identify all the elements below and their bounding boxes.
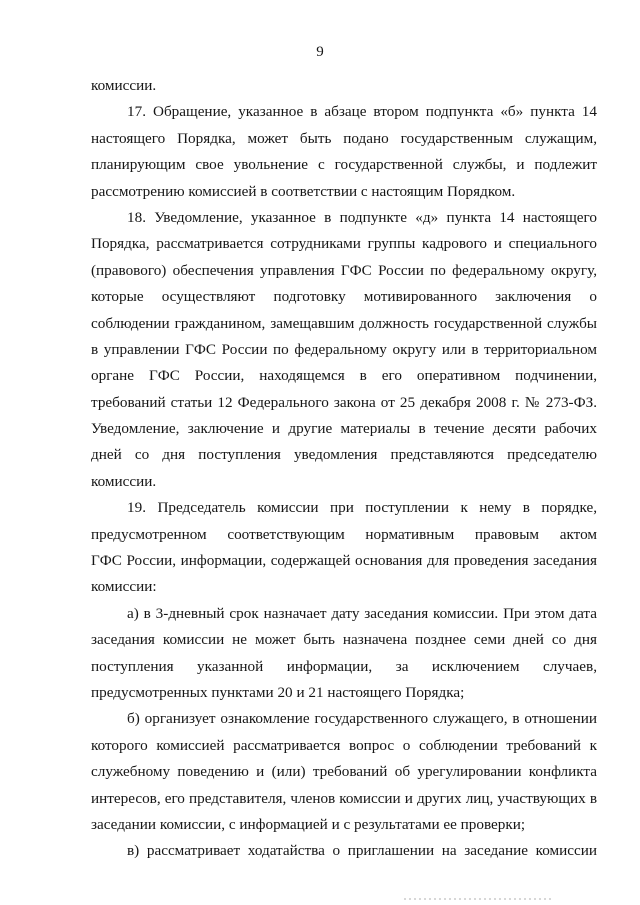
text-line: рассмотрению комиссией в соответствии с настоящим Порядком. (91, 182, 516, 200)
text-line: комиссии. (91, 77, 157, 94)
text-line: поступления указанной информации, за исключением случаев, (91, 657, 597, 675)
text-line: 17. Обращение, указанное в абзаце втором подпункта «б» пункта 14 (127, 103, 597, 121)
text-line: которые осуществляют подготовку мотивированного заключения о (91, 288, 597, 306)
text-line: соблюдении гражданином, замещавшим должность государственной службы (91, 314, 597, 332)
text-line: а) в 3-дневный срок назначает дату заседания комиссии. При этом дата (127, 604, 597, 622)
text-line: 18. Уведомление, указанное в подпункте «д» пункта 14 настоящего (127, 208, 597, 226)
text-line: заседания комиссии не может быть назначена позднее семи дней со дня (91, 631, 597, 649)
text-line: комиссии. (91, 472, 157, 490)
text-line: ГФС России, информации, содержащей основания для проведения заседания (91, 552, 597, 570)
text-line: которого комиссией рассматривается вопрос о соблюдении требований к (91, 736, 597, 754)
text-line: Уведомление, заключение и другие материалы в течение десяти рабочих (91, 420, 597, 438)
text-line: б) организует ознакомление государственного служащего, в отношении (127, 710, 597, 728)
text-line: требований статьи 12 Федерального закона от 25 декабря 2008 г. № 273-ФЗ. (91, 393, 597, 411)
text-line: в управлении ГФС России по федеральному округу или в территориальном (91, 340, 597, 358)
text-line: в) рассматривает ходатайства о приглашении на заседание комиссии (127, 842, 597, 860)
text-line: интересов, его представителя, членов комиссии и других лиц, участвующих в (91, 789, 597, 807)
text-line: настоящего Порядка, может быть подано государственным служащим, (91, 129, 597, 147)
text-line: планирующим свое увольнение с государственной службы, и подлежит (91, 156, 597, 174)
text-line: Порядка, рассматривается сотрудниками группы кадрового и специального (91, 235, 597, 253)
text-line: комиссии: (91, 578, 157, 596)
text-line: заседании комиссии, с информацией и с результатами ее проверки; (91, 815, 526, 833)
document-body (91, 73, 597, 865)
text-line: дней со дня поступления уведомления представляются председателю (91, 446, 597, 464)
text-line: органе ГФС России, находящемся в его оперативном подчинении, (91, 367, 597, 385)
text-line: предусмотренных пунктами 20 и 21 настоящего Порядка; (91, 683, 465, 701)
text-line: 19. Председатель комиссии при поступлении к нему в порядке, (127, 499, 597, 517)
scan-artifact (404, 898, 554, 900)
text-line: предусмотренном соответствующим нормативным правовым актом (91, 525, 597, 543)
text-line: служебному поведению и (или) требований об урегулировании конфликта (91, 763, 597, 781)
page-number: 9 (316, 44, 324, 60)
text-line: (правового) обеспечения управления ГФС России по федеральному округу, (91, 261, 597, 279)
